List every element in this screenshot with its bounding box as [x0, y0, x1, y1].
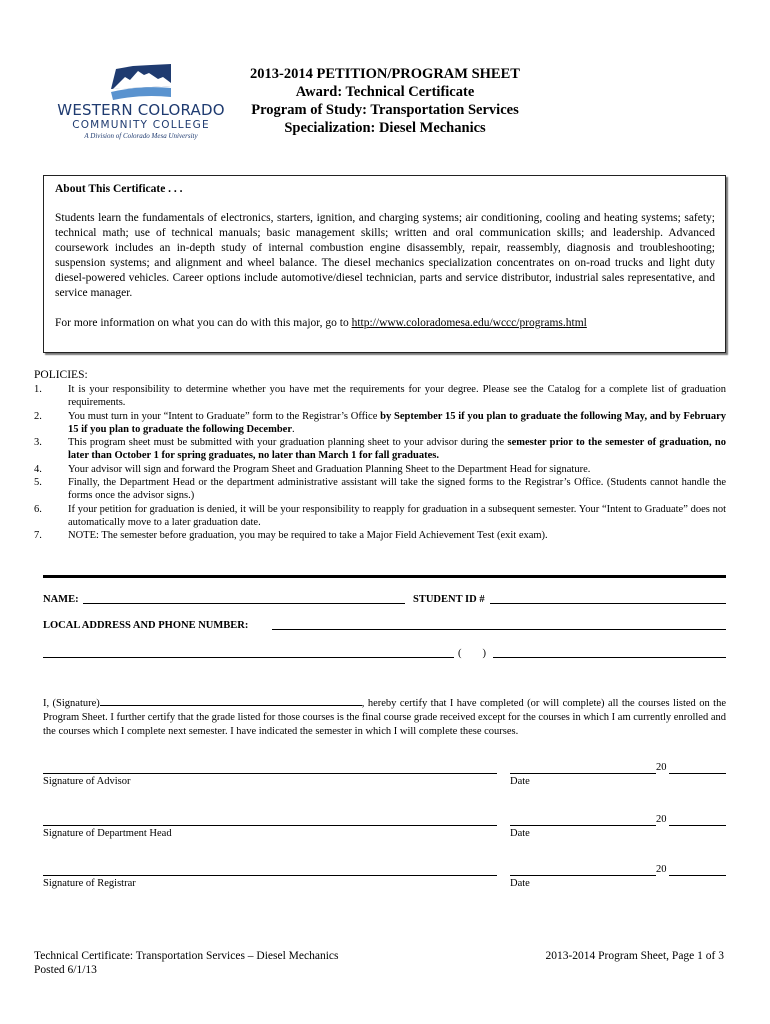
footer-program-name: Technical Certificate: Transportation Services – Diesel Mechanics	[34, 950, 339, 962]
award-line: Award: Technical Certificate	[295, 84, 475, 100]
policy-text	[68, 410, 726, 437]
date-label: Date	[510, 776, 530, 787]
certification-text: , hereby certify that I have completed (or will complete) all the courses listed on the Program Sheet. I further certify that the grade listed for those courses is the final course grade received except for the courses in which I am currently enrolled and the courses which I complete next semester. I have indicated the semester in which I will complete these courses.	[43, 698, 726, 737]
policy-text-emphasis: by September 15 if you plan to graduate the following May, and by February 15 if you plan to graduate the following December	[68, 410, 726, 435]
signature-row-advisor	[0, 762, 770, 792]
policy-text	[68, 476, 726, 503]
phone-number-field[interactable]	[493, 657, 726, 658]
policy-number: 7.	[34, 530, 42, 542]
department-head-signature-label: Signature of Department Head	[43, 828, 172, 839]
name-label: NAME:	[43, 594, 79, 605]
policy-number: 5.	[34, 477, 42, 489]
advisor-signature-label: Signature of Advisor	[43, 776, 131, 787]
registrar-date-field[interactable]	[510, 875, 656, 876]
department-head-year-field[interactable]	[669, 825, 726, 826]
logo-name-line1: WESTERN COLORADO	[57, 101, 225, 119]
student-id-label: STUDENT ID #	[413, 594, 485, 605]
registrar-year-field[interactable]	[669, 875, 726, 876]
policy-text-segment: It is your responsibility to determine whether you have met the requirements for your degree. Please see the Catalog for a complete list of graduation requirements.	[68, 384, 726, 409]
student-id-field[interactable]	[490, 603, 726, 604]
policy-text	[68, 463, 726, 476]
policy-text-emphasis: semester prior to the semester of graduation, no later than October 1 for spring graduates, no later than March 1 for fall graduates.	[68, 437, 726, 462]
address-field-line1[interactable]	[272, 629, 726, 630]
more-info-line	[55, 316, 715, 331]
policy-item-3	[34, 436, 726, 463]
mountain-logo-icon	[111, 64, 171, 100]
policies-list	[34, 383, 726, 543]
logo-swoosh	[111, 87, 171, 100]
policy-text-segment: You must turn in your “Intent to Graduate” form to the Registrar’s Office	[68, 410, 381, 422]
policy-item-6	[34, 503, 726, 530]
registrar-signature-field[interactable]	[43, 875, 497, 876]
policy-text	[68, 529, 726, 542]
year-prefix: 20	[656, 762, 667, 773]
policy-item-5	[34, 476, 726, 503]
policy-text-segment: Finally, the Department Head or the department administrative assistant will take the signed forms to the Registrar’s Office. (Students cannot handle the forms once the advisor signs.)	[68, 477, 726, 502]
policy-text-segment: Your advisor will sign and forward the Program Sheet and Graduation Planning Sheet to the Department Head for signature.	[68, 463, 591, 475]
signature-row-department-head	[0, 814, 770, 844]
policy-item-7	[34, 529, 726, 542]
footer-page-number: 2013-2014 Program Sheet, Page 1 of 3	[545, 950, 724, 962]
policy-number: 2.	[34, 410, 42, 422]
policy-number: 6.	[34, 503, 42, 515]
policy-number: 1.	[34, 384, 42, 395]
section-divider	[43, 575, 726, 578]
program-line: Program of Study: Transportation Services	[251, 102, 519, 118]
college-logo	[50, 64, 232, 141]
policy-text-segment: NOTE: The semester before graduation, you may be required to take a Major Field Achievement Test (exit exam).	[68, 530, 548, 542]
signature-row-registrar	[0, 864, 770, 894]
policies-heading: POLICIES:	[34, 369, 88, 381]
advisor-signature-field[interactable]	[43, 773, 497, 774]
programs-link[interactable]: http://www.coloradomesa.edu/wccc/programs.html	[351, 317, 587, 329]
policy-text	[68, 383, 726, 410]
about-body: Students learn the fundamentals of electronics, starters, ignition, and charging systems; air conditioning, cooling and heating systems; safety; technical math; use of technical manuals; basic management skills; written and oral communication skills; and leadership. Advanced coursework includes an in-depth study of internal combustion engine disassembly, repair, reassembly, diagnosis and troubleshooting; suspension systems; and alignment and wheel balance. The diesel mechanics specialization concentrates on on-road trucks and light duty diesel-powered vehicles. Career options include automotive/diesel technician, parts and service distributor, industrial sales representative, and service manager.	[55, 212, 715, 299]
year-prefix: 20	[656, 864, 667, 875]
about-certificate-box	[43, 175, 726, 353]
certification-prefix: I, (Signature)	[43, 698, 100, 709]
policy-item-2	[34, 410, 726, 437]
policy-number: 3.	[34, 437, 42, 449]
department-head-signature-field[interactable]	[43, 825, 497, 826]
certification-signature-field[interactable]	[100, 704, 362, 706]
date-label: Date	[510, 878, 530, 889]
certification-statement	[43, 697, 726, 739]
advisor-year-field[interactable]	[669, 773, 726, 774]
footer-left	[34, 949, 339, 977]
footer-posted-date: Posted 6/1/13	[34, 964, 97, 976]
specialization-line: Specialization: Diesel Mechanics	[284, 120, 486, 136]
policy-text	[68, 503, 726, 530]
logo-name-line2: COMMUNITY COLLEGE	[72, 119, 210, 131]
page-title: 2013-2014 PETITION/PROGRAM SHEET	[250, 66, 520, 82]
advisor-date-field[interactable]	[510, 773, 656, 774]
address-field-line2[interactable]	[43, 657, 454, 658]
year-prefix: 20	[656, 814, 667, 825]
policy-item-1	[34, 383, 726, 410]
phone-area-code-parens[interactable]: ( )	[458, 648, 486, 659]
registrar-signature-label: Signature of Registrar	[43, 878, 136, 889]
policy-text-segment: This program sheet must be submitted with your graduation planning sheet to your advisor during the	[68, 437, 508, 449]
logo-tagline: A Division of Colorado Mesa University	[84, 132, 198, 140]
name-field[interactable]	[83, 603, 405, 604]
policy-text-segment: .	[291, 423, 295, 435]
header-title-block	[225, 65, 545, 137]
policy-number: 4.	[34, 463, 42, 475]
policy-text-segment: If your petition for graduation is denied, it will be your responsibility to reapply for graduation in a subsequent semester. Your “Intent to Graduate” does not automatically move to a later graduation date.	[68, 503, 726, 528]
date-label: Date	[510, 828, 530, 839]
department-head-date-field[interactable]	[510, 825, 656, 826]
more-info-text: For more information on what you can do with this major, go to	[55, 317, 352, 329]
policy-text	[68, 436, 726, 463]
about-heading: About This Certificate . . .	[55, 183, 183, 195]
address-label: LOCAL ADDRESS AND PHONE NUMBER:	[43, 620, 249, 631]
policy-item-4	[34, 463, 726, 476]
